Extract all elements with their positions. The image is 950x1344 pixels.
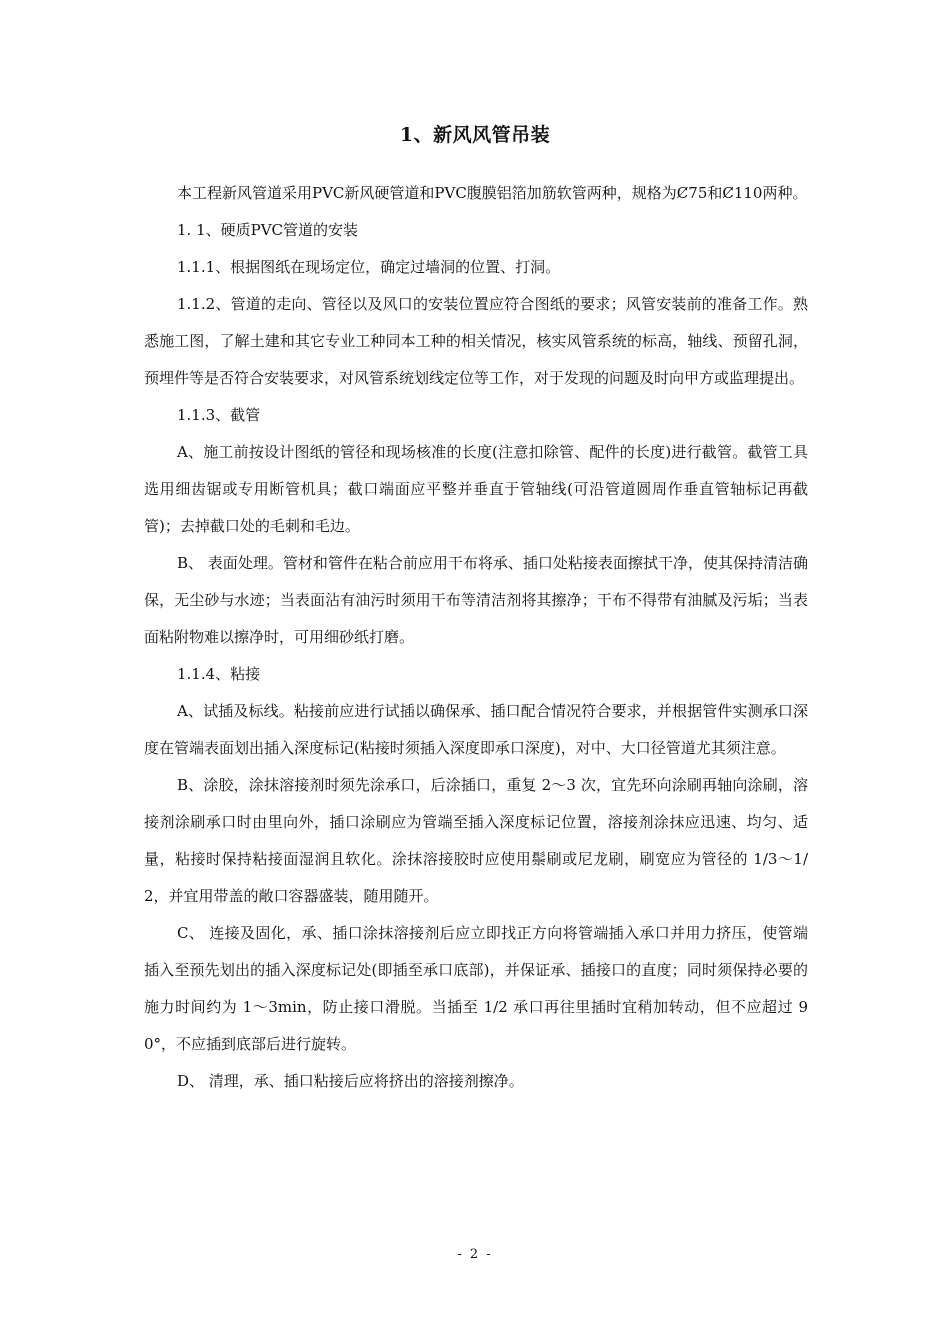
paragraph-1-1-4-b: B、涂胶，涂抹溶接剂时须先涂承口，后涂插口，重复 2～3 次，宜先环向涂刷再轴向涂刷，溶接剂涂刷承口时由里向外，插口涂刷应为管端至插入深度标记位置，溶接剂涂抹应迅速、均匀、适量，粘接时保持粘接面湿润且软化。涂抹溶接胶时应使用鬃刷或尼龙刷，刷宽应为管径的 1/3～1/2，并宜用带盖的敞口容器盛装，随用随开。 — [144, 776, 808, 905]
heading-1-1-3: 1.1.3、截管 — [177, 406, 261, 424]
paragraph-1-1-4-c: C、 连接及固化，承、插口涂抹溶接剂后应立即找正方向将管端插入承口并用力挤压，使管端插入至预先划出的插入深度标记处(即插至承口底部)，并保证承、插接口的直度；同时须保持必要的施力时间约为 1～3min，防止接口滑脱。当插至 1/2 承口再往里插时宜稍加转动，但不应超过 90°，不应插到底部后进行旋转。 — [144, 924, 808, 1053]
heading-1-1: 1. 1、硬质PVC管道的安装 — [177, 221, 359, 239]
paragraph-1-1-1: 1.1.1、根据图纸在现场定位，确定过墙洞的位置、打洞。 — [177, 258, 561, 276]
paragraph-1-1-3-a: A、施工前按设计图纸的管径和现场核准的长度(注意扣除管、配件的长度)进行截管。截管工具选用细齿锯或专用断管机具；截口端面应平整并垂直于管轴线(可沿管道圆周作垂直管轴标记再截管)；去掉截口处的毛刺和毛边。 — [144, 443, 808, 535]
section-title: 1、新风风管吊装 — [399, 124, 551, 146]
heading-1-1-4: 1.1.4、粘接 — [177, 665, 261, 683]
page-number: - 2 - — [457, 1247, 493, 1262]
paragraph-1-1-3-b: B、 表面处理。管材和管件在粘合前应用干布将承、插口处粘接表面擦拭干净，使其保持清洁确保，无尘砂与水迹；当表面沾有油污时须用干布等清洁剂将其擦净；干布不得带有油腻及污垢；当表面粘附物难以擦净时，可用细砂纸打磨。 — [144, 554, 808, 646]
paragraph-1-1-2: 1.1.2、管道的走向、管径以及风口的安装位置应符合图纸的要求；风管安装前的准备工作。熟悉施工图，了解土建和其它专业工种同本工种的相关情况，核实风管系统的标高，轴线、预留孔洞，预埋件等是否符合安装要求，对风管系统划线定位等工作，对于发现的问题及时向甲方或监理提出。 — [144, 295, 808, 387]
document-body — [144, 175, 808, 1100]
paragraph-1-1-4-a: A、试插及标线。粘接前应进行试插以确保承、插口配合情况符合要求，并根据管件实测承口深度在管端表面划出插入深度标记(粘接时须插入深度即承口深度)，对中、大口径管道尤其须注意。 — [144, 702, 808, 757]
paragraph-1-1-4-d: D、 清理，承、插口粘接后应将挤出的溶接剂擦净。 — [177, 1072, 524, 1090]
paragraph-intro: 本工程新风管道采用PVC新风硬管道和PVC腹膜铝箔加筋软管两种，规格为Ȼ75和Ȼ110两种。 — [177, 184, 808, 202]
